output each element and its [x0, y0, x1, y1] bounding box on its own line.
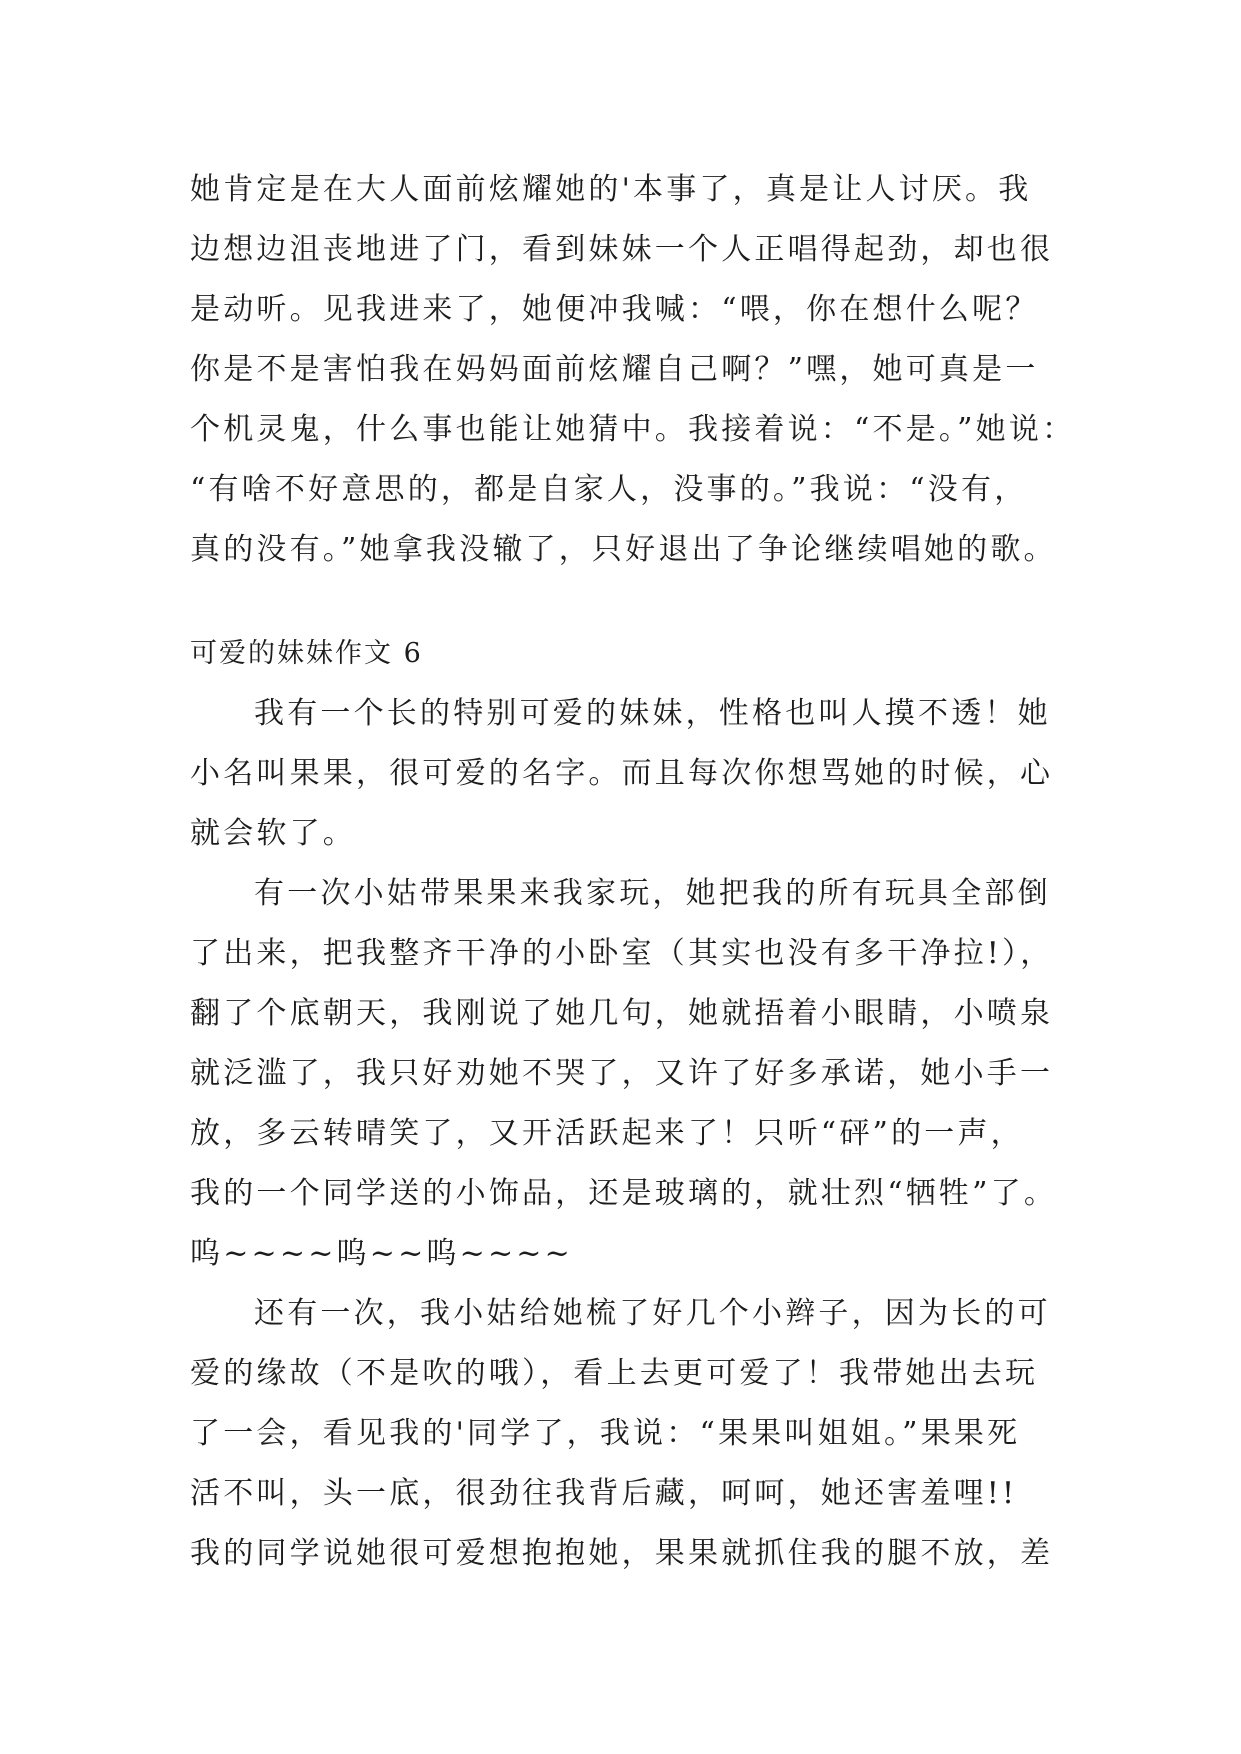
text-line: 我有一个长的特别可爱的妹妹，性格也叫人摸不透！她: [254, 696, 1051, 731]
text-line: 真的没有。”她拿我没辙了，只好退出了争论继续唱她的歌。: [190, 532, 1057, 567]
paragraph-1: [190, 684, 1060, 864]
document-page: [190, 160, 1076, 1584]
text-line: 还有一次，我小姑给她梳了好几个小辫子，因为长的可: [254, 1296, 1051, 1331]
text-line: 我的同学说她很可爱想抱抱她，果果就抓住我的腿不放，差: [190, 1536, 1054, 1571]
paragraph-2: [190, 864, 1060, 1284]
text-line: 了一会，看见我的'同学了，我说：“果果叫姐姐。”果果死: [190, 1416, 1021, 1451]
text-line: 就会软了。: [190, 816, 356, 851]
text-line: 她肯定是在大人面前炫耀她的'本事了，真是让人讨厌。我: [190, 172, 1032, 207]
text-line: 爱的缘故（不是吹的哦），看上去更可爱了！我带她出去玩: [190, 1356, 1039, 1391]
text-line: 翻了个底朝天，我刚说了她几句，她就捂着小眼睛，小喷泉: [190, 996, 1054, 1031]
text-line: 边想边沮丧地进了门，看到妹妹一个人正唱得起劲，却也很: [190, 232, 1054, 267]
text-line: 小名叫果果，很可爱的名字。而且每次你想骂她的时候，心: [190, 756, 1054, 791]
text-line: 个机灵鬼，什么事也能让她猜中。我接着说：“不是。”她说：: [190, 412, 1076, 447]
text-line: 就泛滥了，我只好劝她不哭了，又许了好多承诺，她小手一: [190, 1056, 1054, 1091]
text-line: 有一次小姑带果果来我家玩，她把我的所有玩具全部倒: [254, 876, 1051, 911]
paragraph-3: [190, 1284, 1060, 1584]
text-line: 了出来，把我整齐干净的小卧室（其实也没有多干净拉!），: [190, 936, 1054, 971]
section-title: 可爱的妹妹作文 6: [190, 638, 423, 669]
text-line: “有啥不好意思的，都是自家人，没事的。”我说：“没有，: [190, 472, 1028, 507]
paragraph-previous: [190, 160, 1076, 580]
text-line: 是动听。见我进来了，她便冲我喊：“喂，你在想什么呢？: [190, 292, 1039, 327]
text-line: 活不叫，头一底，很劲往我背后藏，呵呵，她还害羞哩!!: [190, 1476, 1018, 1511]
text-line: 呜~~~~呜~~呜~~~~: [190, 1236, 573, 1271]
text-line: 你是不是害怕我在妈妈面前炫耀自己啊？”嘿，她可真是一: [190, 352, 1039, 387]
text-line: 放，多云转晴笑了，又开活跃起来了！只听“砰”的一声，: [190, 1116, 1024, 1151]
text-line: 我的一个同学送的小饰品，还是玻璃的，就壮烈“牺牲”了。: [190, 1176, 1058, 1211]
